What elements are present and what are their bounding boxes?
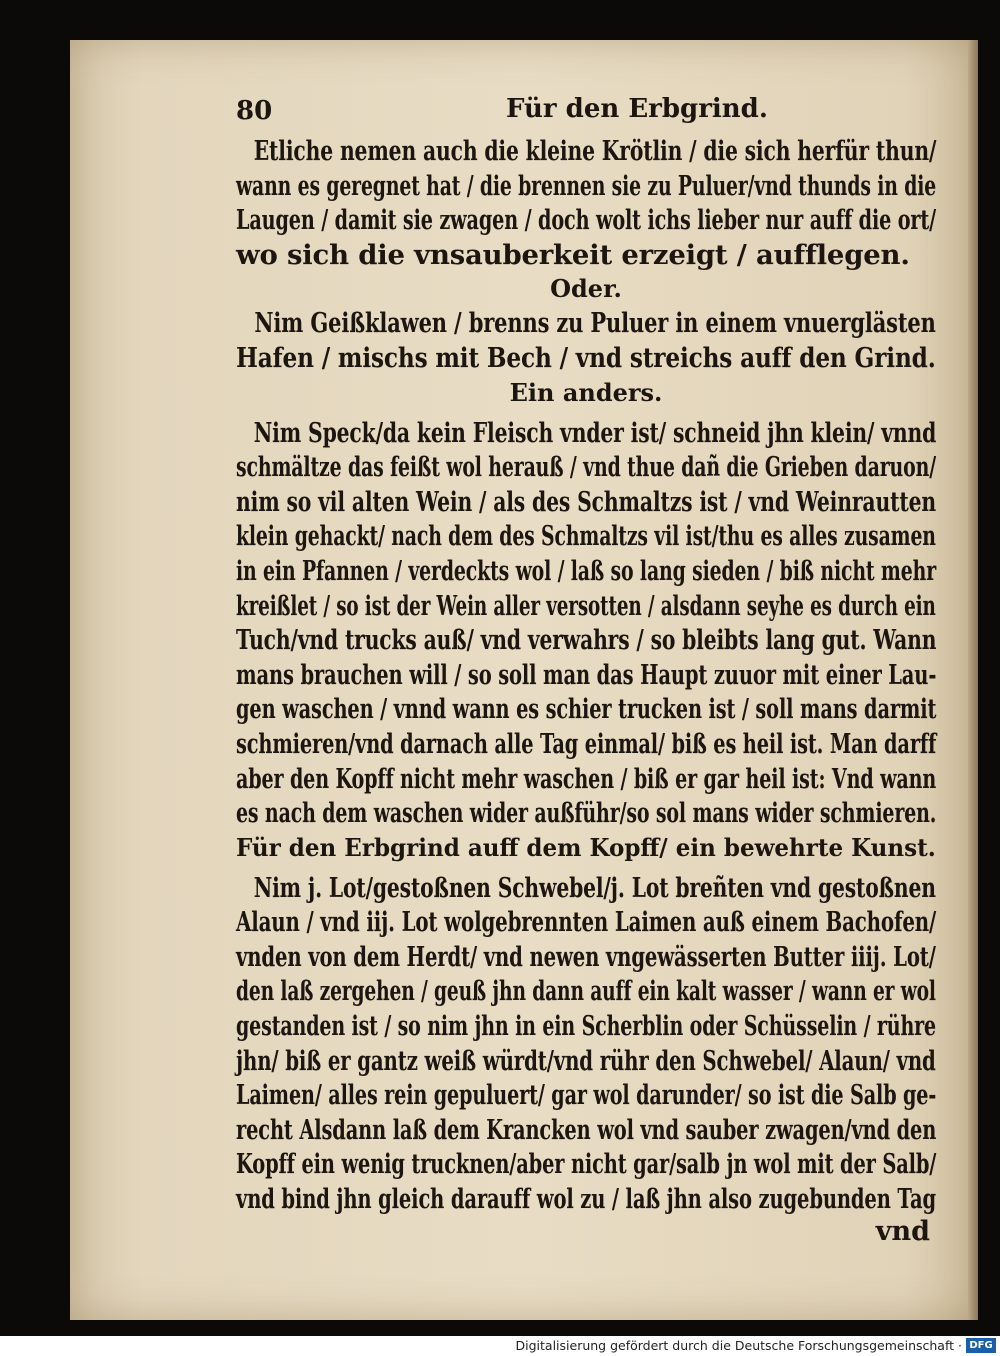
- dfg-logo: DFG: [966, 1338, 996, 1353]
- page-edge: [968, 40, 978, 1320]
- catchword: vnd: [875, 1215, 930, 1247]
- text-line: vnden von dem Herdt/ vnd newen vngewässerten Butter iiij. Lot/: [236, 940, 936, 973]
- text-line: aber den Kopff nicht mehr waschen / biß er gar heil ist: Vnd wann: [236, 762, 937, 795]
- footer-bar: [0, 1336, 1000, 1356]
- text-line: Laugen / damit sie zwagen / doch wolt ichs lieber nur auff die ort/: [236, 204, 937, 237]
- text-line: in ein Pfannen / verdeckts wol / laß so lang sieden / biß nicht mehr: [236, 554, 937, 587]
- text-line: gestanden ist / so nim jhn in ein Scherblin oder Schüsselin / rühre: [236, 1010, 936, 1043]
- text-line: recht Alsdann laß dem Krancken wol vnd sauber zwagen/vnd den: [236, 1113, 937, 1146]
- text-line: Etliche nemen auch die kleine Krötlin / die sich herfür thun/: [253, 135, 937, 167]
- section-heading: Ein anders.: [509, 377, 663, 407]
- text-line: Nim Geißklawen / brenns zu Puluer in einem vnuerglästen: [254, 307, 936, 340]
- section-heading: Für den Erbgrind auff dem Kopff/ ein bewehrte Kunst.: [236, 832, 936, 862]
- funding-notice: Digitalisierung gefördert durch die Deutsche Forschungsgemeinschaft ·: [515, 1338, 962, 1353]
- text-line: gen waschen / vnnd wann es schier trucken ist / soll mans darmit: [236, 693, 937, 726]
- text-line: es nach dem waschen wider außführ/so sol mans wider schmieren.: [236, 797, 937, 830]
- text-line: schmieren/vnd darnach alle Tag einmal/ biß es heil ist. Man darff: [236, 727, 937, 760]
- text-line: Laimen/ alles rein gepuluert/ gar wol darunder/ so ist die Salb ge-: [236, 1079, 937, 1112]
- text-line: Kopff ein wenig trucknen/aber nicht gar/salb jn wol mit der Salb/: [236, 1148, 937, 1181]
- section-heading: Oder.: [550, 274, 622, 304]
- text-line: nim so vil alten Wein / als des Schmaltzs ist / vnd Weinrautten: [236, 485, 936, 518]
- text-line: mans brauchen will / so soll man das Haupt zuuor mit einer Lau-: [236, 658, 937, 691]
- text-line: Alaun / vnd iij. Lot wolgebrennten Laimen auß einem Bachofen/: [236, 906, 937, 939]
- text-line: Nim Speck/da kein Fleisch vnder ist/ schneid jhn klein/ vnnd: [253, 416, 937, 449]
- text-line: kreißlet / so ist der Wein aller versotten / alsdann seyhe es durch ein: [236, 589, 936, 622]
- text-line: vnd bind jhn gleich darauff wol zu / laß jhn also zugebunden Tag: [236, 1183, 936, 1216]
- body-text: [236, 134, 936, 1247]
- page-header: [236, 90, 936, 134]
- page-number: 80: [236, 96, 273, 126]
- text-line: Tuch/vnd trucks auß/ vnd verwahrs / so bleibts lang gut. Wann: [236, 624, 937, 657]
- page-text: [236, 90, 936, 1247]
- text-line: schmältze das feißt wol herauß / vnd thue dañ die Grieben daruon/: [236, 451, 936, 484]
- text-line: Hafen / mischs mit Bech / vnd streichs auff den Grind.: [236, 341, 936, 374]
- text-line: jhn/ biß er gantz weiß würdt/vnd rühr den Schwebel/ Alaun/ vnd: [236, 1044, 936, 1077]
- running-head: Für den Erbgrind.: [506, 94, 768, 124]
- text-line: wann es geregnet hat / die brennen sie zu Puluer/vnd thunds in die: [236, 169, 937, 202]
- text-line: wo sich die vnsauberkeit erzeigt / aufflegen.: [236, 238, 910, 271]
- text-line: Nim j. Lot/gestoßnen Schwebel/j. Lot breñten vnd gestoßnen: [253, 871, 936, 904]
- text-line: den laß zergehen / geuß jhn dann auff ein kalt wasser / wann er wol: [236, 975, 936, 1008]
- text-line: klein gehackt/ nach dem des Schmaltzs vil ist/thu es alles zusamen: [236, 520, 936, 553]
